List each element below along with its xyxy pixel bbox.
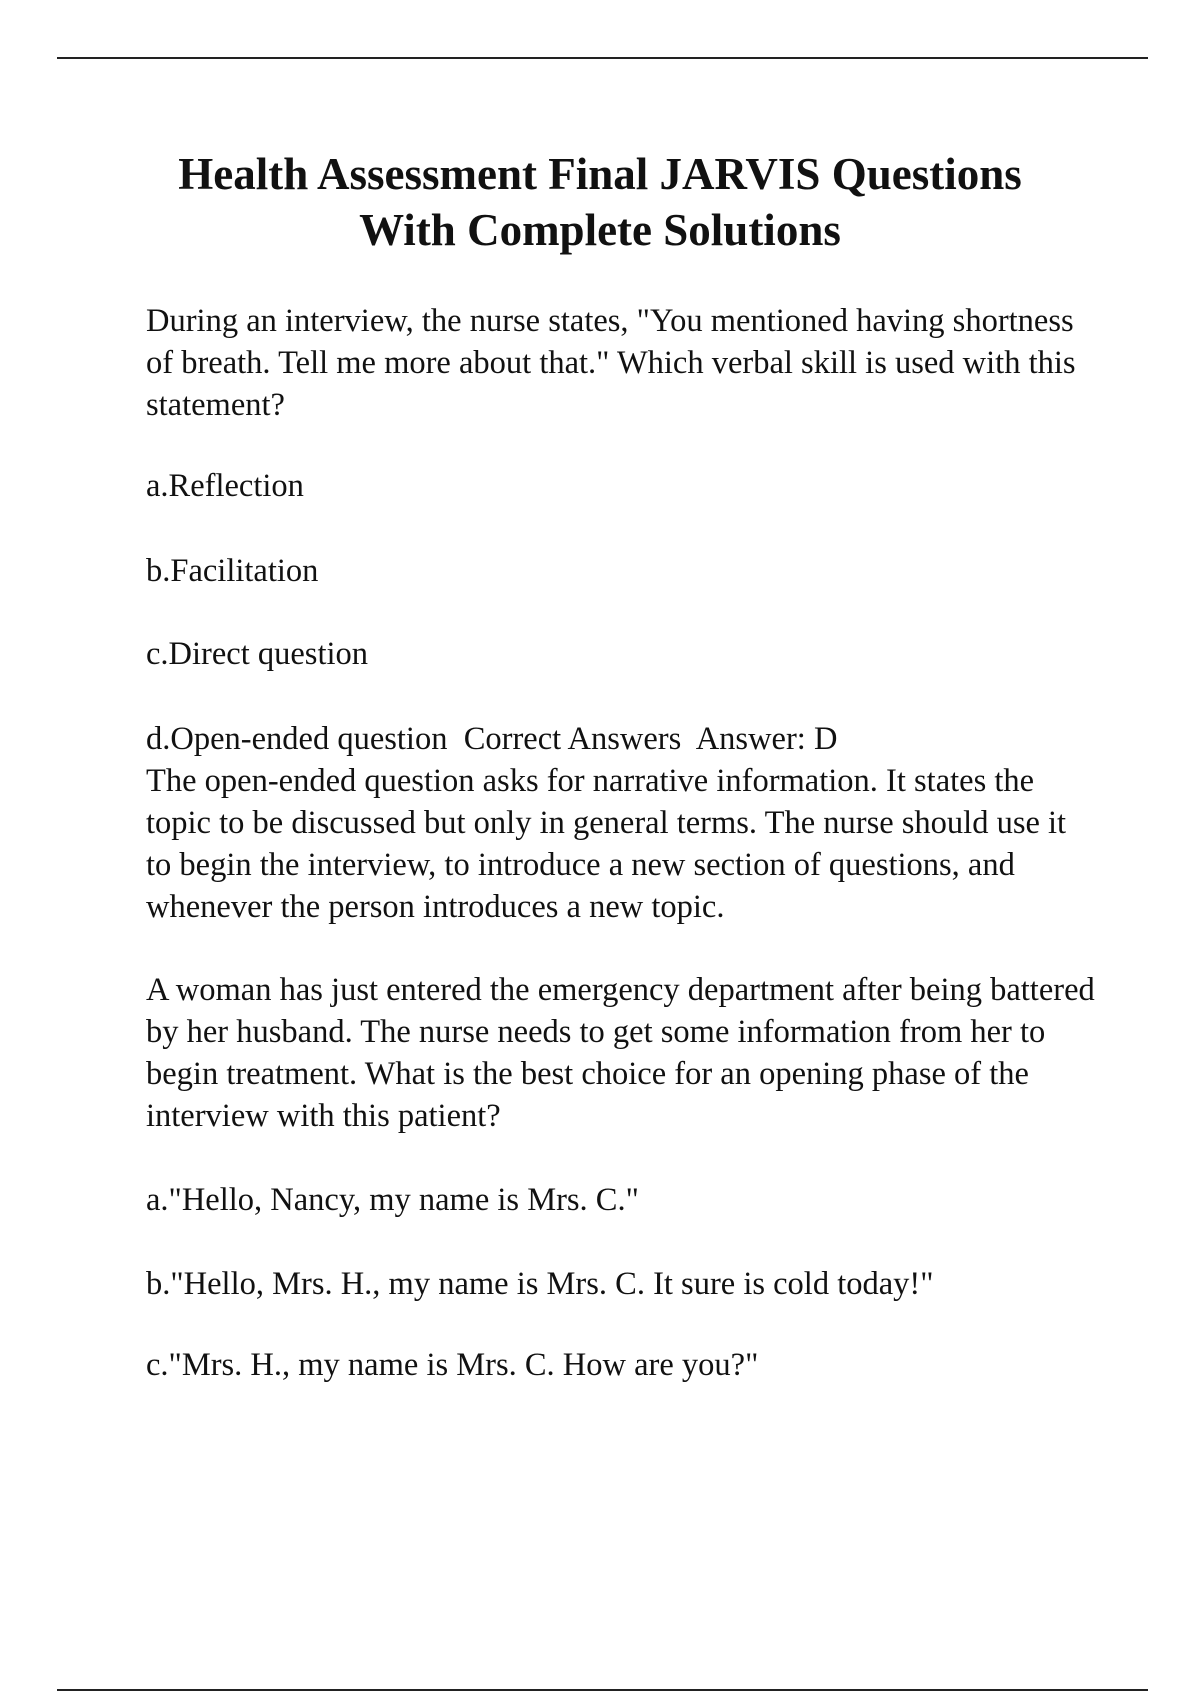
title-line-1: Health Assessment Final JARVIS Questions: [178, 149, 1022, 199]
question-1-option-b: b.Facilitation: [146, 553, 319, 589]
top-rule: [57, 57, 1148, 59]
bottom-rule: [57, 1689, 1148, 1691]
question-1-option-d: d.Open-ended question: [146, 721, 448, 757]
correct-answers-label: Correct Answers: [463, 721, 682, 757]
question-1-answer-line: [146, 718, 1096, 760]
question-2-stem: A woman has just entered the emergency department after being battered by her husband. The nurse needs to get some information from her to begin treatment. What is the best choice for an opening phase of the interview with this patient?: [146, 972, 1095, 1134]
question-1-option-a: a.Reflection: [146, 468, 304, 504]
page-title: [0, 146, 1200, 258]
question-1-option-c: c.Direct question: [146, 636, 369, 672]
question-2-option-c: c."Mrs. H., my name is Mrs. C. How are you?": [146, 1347, 759, 1383]
question-1-explanation: The open-ended question asks for narrative information. It states the topic to be discussed but only in general terms. The nurse should use it to begin the interview, to introduce a new section of questions, and whenever the person introduces a new topic.: [146, 763, 1067, 925]
question-2-option-b: b."Hello, Mrs. H., my name is Mrs. C. It sure is cold today!": [146, 1266, 934, 1302]
answer-value: Answer: D: [695, 721, 838, 757]
question-2-option-a: a."Hello, Nancy, my name is Mrs. C.": [146, 1182, 639, 1218]
question-1-stem: During an interview, the nurse states, "You mentioned having shortness of breath. Tell me more about that." Which verbal skill is used with this statement?: [146, 303, 1076, 423]
title-line-2: With Complete Solutions: [359, 205, 841, 255]
